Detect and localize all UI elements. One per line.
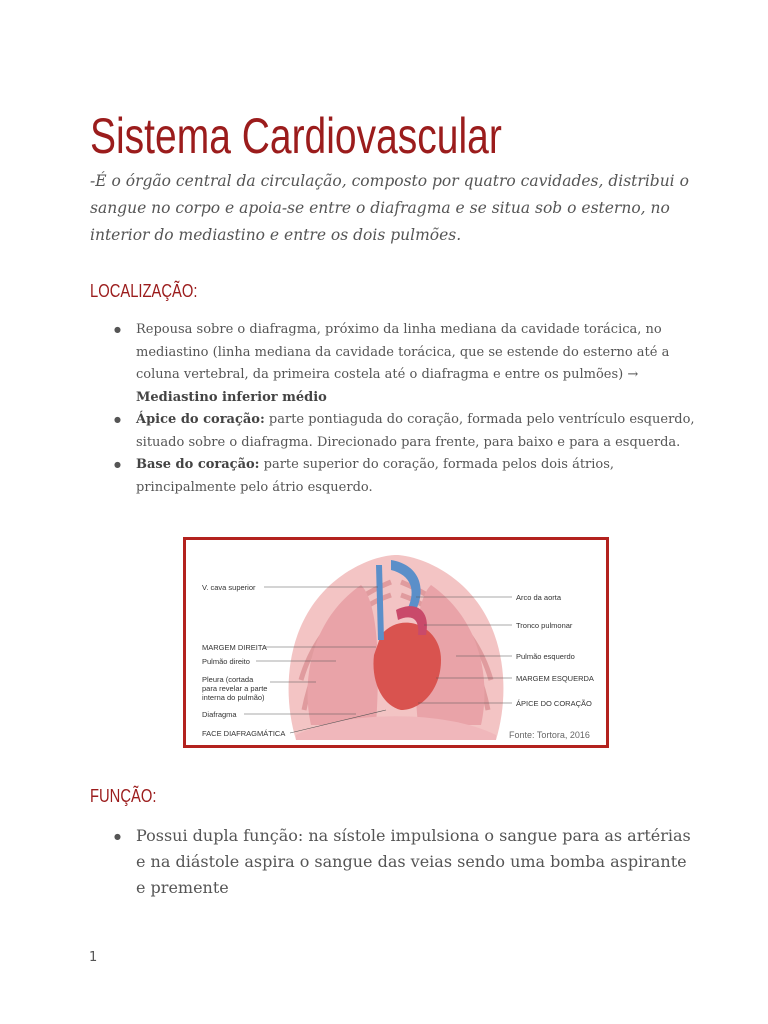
label-pleura-2: para revelar a parte [202, 684, 268, 693]
page-title: Sistema Cardiovascular [90, 108, 502, 164]
section-heading-funcao: FUNÇÃO: [90, 786, 157, 806]
label-pulmao-esquerdo: Pulmão esquerdo [516, 652, 575, 661]
heart-illustration [186, 540, 606, 745]
figure-source: Fonte: Tortora, 2016 [509, 730, 590, 740]
label-v-cava-superior: V. cava superior [202, 583, 256, 592]
funcao-list [136, 823, 696, 901]
label-diafragma: Diafragma [202, 710, 237, 719]
label-pleura-1: Pleura (cortada [202, 675, 254, 684]
list-item: ● Possui dupla função: na sístole impulsiona o sangue para as artérias e na diástole aspira o sangue das veias sendo uma bomba aspirante e premente [136, 823, 696, 901]
label-margem-esquerda: MARGEM ESQUERDA [516, 674, 594, 683]
section-heading-localizacao: LOCALIZAÇÃO: [90, 281, 198, 301]
list-item-bold-after: Mediastino inferior médio [136, 389, 327, 405]
list-item-bold: Base do coração: [136, 457, 260, 472]
label-face-diafragmatica: FACE DIAFRAGMÁTICA [202, 729, 286, 738]
list-item [136, 409, 696, 454]
heart-anatomy-figure [183, 537, 609, 748]
list-item-bold: Ápice do coração: [136, 412, 265, 427]
list-item-text: parte pontiaguda do coração, formada pelo ventrículo esquerdo, situado sobre o diafragma. Direcionado para frente, para baixo e para a esquerda. [136, 412, 695, 450]
list-item-text: Repousa sobre o diafragma, próximo da linha mediana da cavidade torácica, no mediastino (linha mediana da cavidade torácica, que se estende do esterno até a coluna vertebral, da primeira costela até o diafragma e entre os pulmões) → [136, 322, 670, 382]
page-number: 1 [89, 950, 98, 965]
label-tronco-pulmonar: Tronco pulmonar [516, 621, 573, 630]
label-pulmao-direito: Pulmão direito [202, 657, 250, 666]
list-item [136, 454, 696, 499]
intro-paragraph: -É o órgão central da circulação, composto por quatro cavidades, distribui o sangue no corpo e apoia-se entre o diafragma e se situa sob o esterno, no interior do mediastino e entre os dois pulmões. [90, 172, 689, 244]
localizacao-list [136, 319, 696, 499]
label-margem-direita: MARGEM DIREITA [202, 643, 267, 652]
list-item-text: parte superior do coração, formada pelos dois átrios, principalmente pelo átrio esquerdo. [136, 457, 615, 495]
label-apice-do-coracao: ÁPICE DO CORAÇÃO [516, 699, 592, 708]
list-item [136, 319, 696, 409]
label-arco-da-aorta: Arco da aorta [516, 593, 562, 602]
label-pleura-3: interna do pulmão) [202, 693, 265, 702]
